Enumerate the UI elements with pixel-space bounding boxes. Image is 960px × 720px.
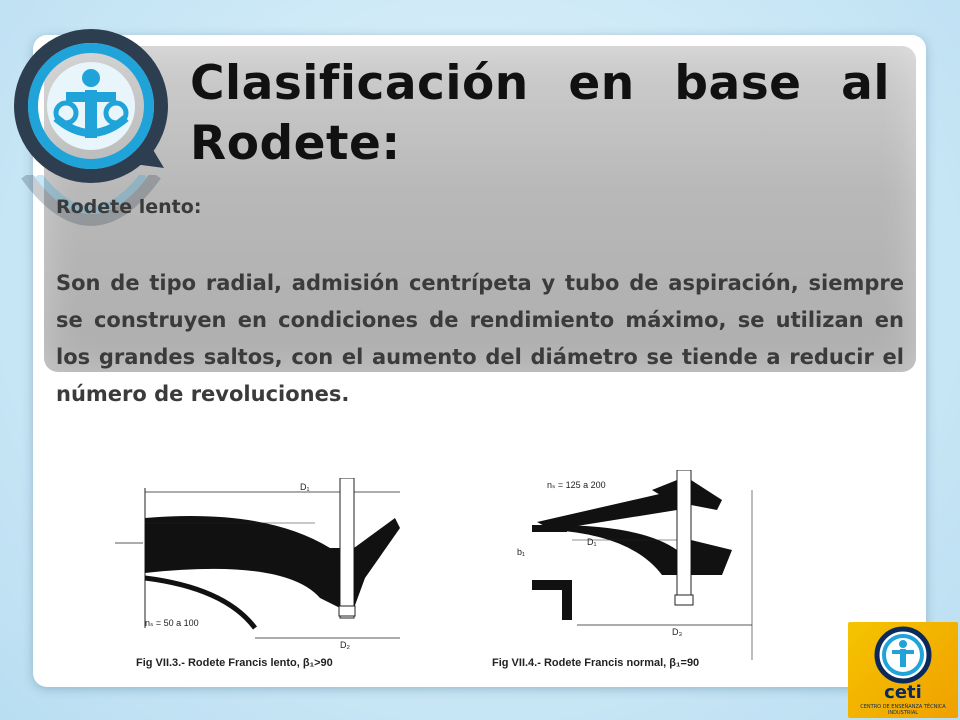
right-b1-label: b₁ <box>517 547 526 557</box>
right-d1-label: D₁ <box>587 537 597 547</box>
ceti-wordmark: ceti <box>884 682 922 703</box>
ceti-logo <box>848 622 958 718</box>
slide-title <box>190 54 890 174</box>
title-line-2: Rodete: <box>190 116 401 171</box>
left-ns-label: nₛ = 50 a 100 <box>145 618 199 628</box>
left-d2-label: D₂ <box>340 640 350 650</box>
ceti-emblem-icon <box>848 622 958 684</box>
left-d1-label: D₁ <box>300 482 310 492</box>
body-paragraph: Son de tipo radial, admisión centrípeta y tubo de aspiración, siempre se construyen en condiciones de rendimiento máximo, se utilizan en los grandes saltos, con el aumento del diámetro se tiende a reducir el número de revoluciones. <box>56 271 904 406</box>
caption-left: Fig VII.3.- Rodete Francis lento, β₁>90 <box>136 657 333 669</box>
figure-francis-normal <box>492 470 782 673</box>
title-line-1: Clasificación en base al <box>190 56 890 111</box>
figure-francis-lento <box>115 478 415 673</box>
caption-right: Fig VII.4.- Rodete Francis normal, β₁=90 <box>492 657 700 669</box>
right-ns-label: nₛ = 125 a 200 <box>547 480 606 490</box>
logo-ceti-circle-icon <box>6 18 176 198</box>
subheading: Rodete lento: <box>56 196 202 218</box>
ceti-subtitle: CENTRO DE ENSEÑANZA TÉCNICA INDUSTRIAL <box>860 704 946 716</box>
right-d3-label: D₃ <box>672 627 683 637</box>
